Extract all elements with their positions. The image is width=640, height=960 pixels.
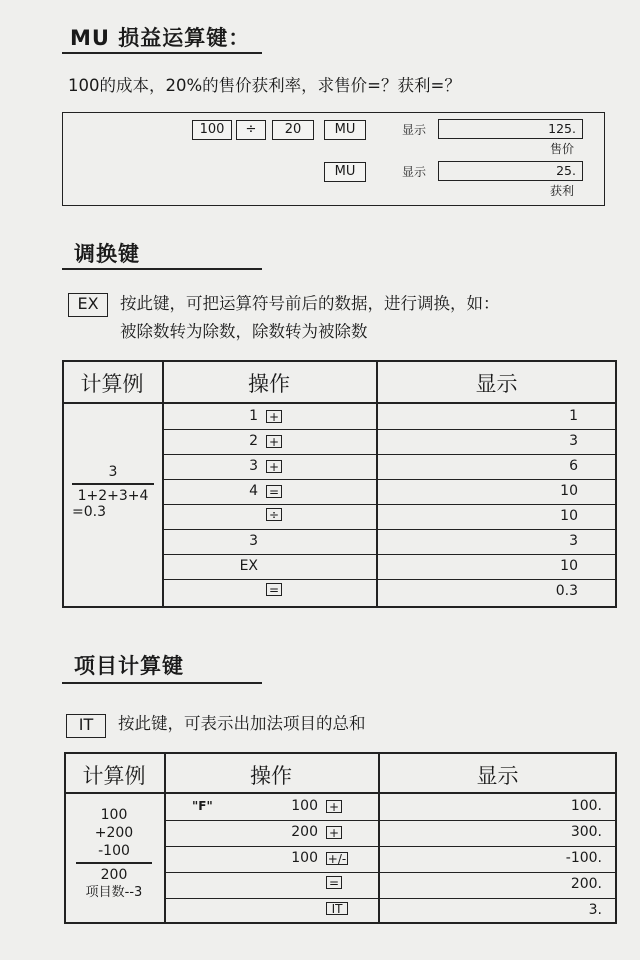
ex-operation-cell — [200, 433, 360, 449]
ex-key: + — [266, 435, 282, 448]
ex-operand: 3 — [249, 533, 258, 549]
ex-desc-line2: 被除数转为除数，除数转为被除数 — [120, 322, 368, 341]
sum-bar — [76, 862, 152, 864]
display-label-2: 显示 — [402, 165, 427, 179]
ex-operation-cell — [200, 508, 360, 521]
ex-display-cell: 3 — [569, 533, 578, 549]
display-caption-price: 售价 — [550, 142, 575, 156]
ex-operand: 4 — [249, 483, 258, 499]
it-operand: 200 — [291, 824, 318, 840]
ex-header-display: 显示 — [475, 372, 518, 396]
ex-title-underline — [62, 268, 262, 270]
ex-key: + — [266, 410, 282, 423]
ex-operand: 1 — [249, 408, 258, 424]
display-value-2: 25. — [438, 161, 583, 181]
key-mu: MU — [324, 120, 366, 140]
ex-operation-cell — [200, 583, 360, 596]
it-operation-cell — [192, 902, 372, 915]
ex-key: ÷ — [266, 508, 282, 521]
ex-operation-cell — [200, 458, 360, 474]
it-example-total: 200 — [100, 866, 128, 883]
it-example-line-3: -100 — [98, 843, 130, 859]
it-display-cell: 200. — [570, 876, 602, 892]
it-display-cell: 3. — [588, 902, 602, 918]
ex-operand: 2 — [249, 433, 258, 449]
ex-operand: EX — [239, 558, 258, 574]
display-caption-profit: 获利 — [550, 184, 575, 198]
it-display-cell: -100. — [565, 850, 602, 866]
it-key: + — [326, 826, 342, 839]
ex-operation-cell — [200, 533, 360, 549]
ex-display-cell: 10 — [560, 558, 578, 574]
it-section-title: 项目计算键 — [74, 654, 184, 678]
ex-row-rule — [162, 529, 617, 530]
ex-row-rule — [162, 479, 617, 480]
ex-display-cell: 10 — [560, 508, 578, 524]
ex-row-rule — [162, 579, 617, 580]
it-header-display: 显示 — [476, 764, 519, 788]
it-mode-prefix: "F" — [192, 799, 213, 813]
it-display-cell: 100. — [570, 798, 602, 814]
display-label-1: 显示 — [402, 123, 427, 137]
key-divide: ÷ — [236, 120, 266, 140]
ex-key-label: EX — [68, 293, 108, 317]
fraction-bar — [72, 483, 154, 485]
ex-key: = — [266, 583, 282, 596]
it-operand: 100 — [291, 850, 318, 866]
ex-display-cell: 1 — [569, 408, 578, 424]
mu-question: 100的成本，20%的售价获利率，求售价=？获利=？ — [68, 76, 461, 95]
ex-display-cell: 0.3 — [555, 583, 578, 599]
it-operand: 100 — [291, 798, 318, 814]
it-operation-cell — [192, 824, 372, 840]
it-operation-cell — [192, 876, 372, 889]
it-operation-cell — [192, 850, 372, 866]
ex-desc-line1: 按此键，可把运算符号前后的数据，进行调换，如： — [120, 294, 500, 313]
display-value-1: 125. — [438, 119, 583, 139]
ex-row-rule — [162, 504, 617, 505]
ex-example-result: =0.3 — [72, 503, 106, 520]
it-example-count: 项目数--3 — [85, 884, 143, 900]
it-row-rule — [164, 872, 617, 873]
key-mu-2: MU — [324, 162, 366, 182]
it-display-cell: 300. — [570, 824, 602, 840]
ex-row-rule — [162, 429, 617, 430]
ex-example-numerator: 3 — [108, 464, 118, 480]
it-operation-cell — [192, 798, 372, 814]
key-100: 100 — [192, 120, 232, 140]
it-header-operation: 操作 — [250, 764, 292, 788]
it-header-rule — [64, 792, 617, 794]
ex-display-cell: 6 — [569, 458, 578, 474]
ex-example-denominator: 1+2+3+4 — [77, 487, 149, 504]
ex-header-operation: 操作 — [248, 372, 290, 396]
it-key: IT — [326, 902, 348, 915]
it-example-line-2: +200 — [94, 825, 134, 841]
it-key-label: IT — [66, 714, 106, 738]
ex-key: = — [266, 485, 282, 498]
it-example-line-1: 100 — [100, 807, 128, 823]
ex-row-rule — [162, 554, 617, 555]
ex-display-cell: 3 — [569, 433, 578, 449]
ex-header-example: 计算例 — [80, 372, 144, 396]
ex-operand: 3 — [249, 458, 258, 474]
it-row-rule — [164, 820, 617, 821]
mu-title-underline — [62, 52, 262, 54]
it-row-rule — [164, 898, 617, 899]
it-key: +/- — [327, 851, 347, 866]
ex-operation-cell — [200, 558, 360, 574]
it-title-underline — [62, 682, 262, 684]
ex-display-cell: 10 — [560, 483, 578, 499]
it-desc: 按此键，可表示出加法项目的总和 — [118, 714, 366, 733]
ex-header-rule — [62, 402, 617, 404]
ex-operation-cell — [200, 483, 360, 499]
it-row-rule — [164, 846, 617, 847]
ex-section-title: 调换键 — [74, 242, 140, 266]
ex-example-formula — [72, 464, 154, 520]
it-header-example: 计算例 — [82, 764, 146, 788]
it-key: = — [326, 876, 342, 889]
ex-key: + — [266, 460, 282, 473]
mu-section-title: MU 损益运算键： — [70, 26, 251, 50]
ex-row-rule — [162, 454, 617, 455]
it-key: + — [326, 800, 342, 813]
it-example-formula — [70, 806, 158, 902]
key-20: 20 — [272, 120, 314, 140]
ex-operation-cell — [200, 408, 360, 424]
